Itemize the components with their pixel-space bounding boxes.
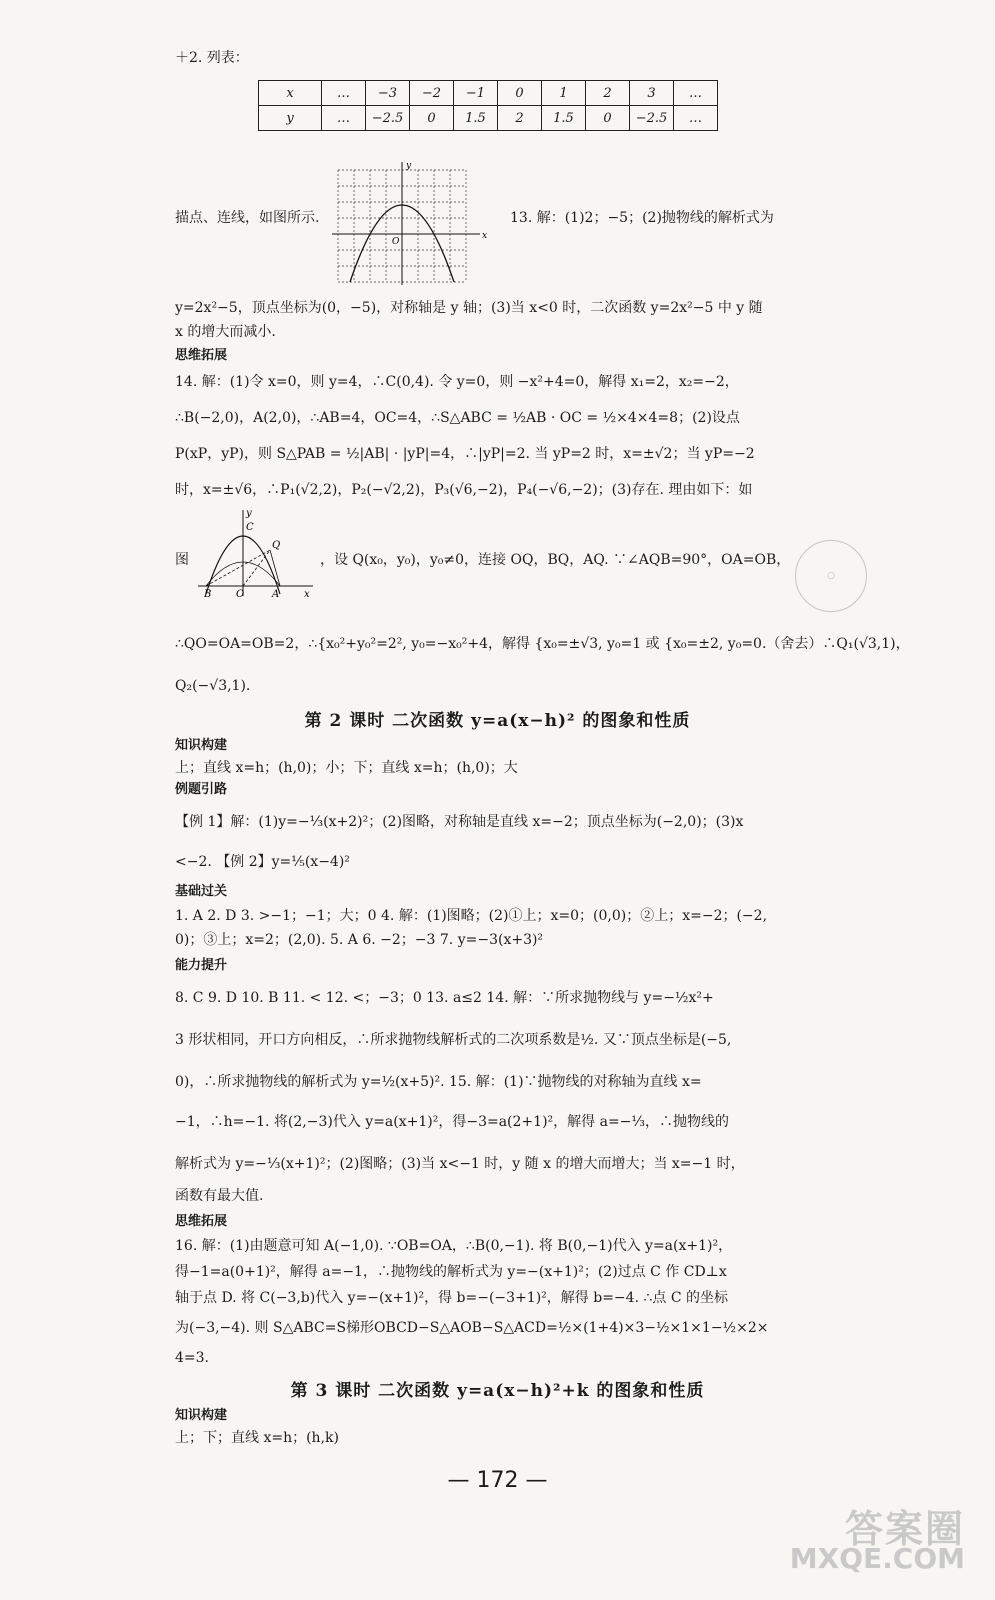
table-cell: … — [674, 81, 718, 106]
graph-x-label: x — [482, 231, 488, 241]
q14-text: 14. 解：(1)令 x=0，则 y=4，∴C(0,4). 令 y=0，则 −x²+4=0，解得 x₁=2，x₂=−2， — [175, 374, 739, 390]
section-heading: 知识构建 — [175, 1408, 228, 1423]
table-row — [259, 81, 718, 106]
fig-b-label: B — [204, 589, 212, 600]
q13-cont: x 的增大而减小. — [175, 324, 276, 340]
y-label: y — [259, 106, 322, 131]
table-cell: 2 — [586, 81, 630, 106]
q14-fig-ref: 图 — [175, 552, 189, 568]
section-heading: 例题引路 — [175, 782, 228, 797]
watermark-title: 答案圈 — [844, 1507, 965, 1551]
table-cell: −1 — [454, 81, 498, 106]
fig-x-label: x — [304, 589, 310, 600]
page-number: — 172 — — [447, 1468, 548, 1493]
watermark-url: MXQE.COM — [789, 1542, 965, 1575]
table-cell: −3 — [366, 81, 410, 106]
table-cell: … — [322, 81, 366, 106]
intro-text: ＋2. 列表： — [175, 50, 249, 66]
q14-text: P(xP，yP)，则 S△PAB = ½|AB| · |yP|=4，∴|yP|=2. 当 yP=2 时，x=±√2；当 yP=−2 — [175, 446, 755, 462]
table-cell: 0 — [498, 81, 542, 106]
table-cell: 1 — [542, 81, 586, 106]
table-cell: −2.5 — [630, 106, 674, 131]
graph-y-label: y — [406, 161, 412, 171]
q13-text: 13. 解：(1)2；−5；(2)抛物线的解析式为 — [510, 210, 774, 226]
table-cell: … — [322, 106, 366, 131]
table-cell: 0 — [410, 106, 454, 131]
section-heading: 基础过关 — [175, 884, 228, 899]
q14-text: ，设 Q(x₀，y₀)，y₀≠0，连接 OQ，BQ，AQ. ∵∠AQB=90°，OA=OB， — [320, 552, 791, 568]
fig-y-label: y — [246, 508, 252, 519]
lesson-3-title: 第 3 课时 二次函数 y=a(x−h)²+k 的图象和性质 — [290, 1381, 705, 1401]
graph-origin-label: O — [392, 237, 400, 247]
q16-text: 16. 解：(1)由题意可知 A(−1,0). ∵OB=OA，∴B(0,−1). 将 B(0,−1)代入 y=a(x+1)²， — [175, 1238, 733, 1254]
table-row — [259, 106, 718, 131]
example-text: <−2. 【例 2】y=⅕(x−4)² — [175, 854, 350, 870]
parabola-graph — [330, 160, 500, 285]
ability-answers: 8. C 9. D 10. B 11. < 12. <；−3；0 13. a≤2 14. 解：∵所求抛物线与 y=−½x²+ — [175, 990, 714, 1006]
table-cell: 0 — [586, 106, 630, 131]
section-heading: 能力提升 — [175, 958, 228, 973]
q14-text: 时，x=±√6，∴P₁(√2,2)，P₂(−√2,2)，P₃(√6,−2)，P₄(−√6,−2)；(3)存在. 理由如下：如 — [175, 482, 753, 498]
table-cell: −2 — [410, 81, 454, 106]
table-cell: −2.5 — [366, 106, 410, 131]
section-heading: 知识构建 — [175, 738, 228, 753]
faint-stamp: ○ — [795, 540, 867, 612]
table-cell: 2 — [498, 106, 542, 131]
fig-c-label: C — [246, 522, 254, 533]
knowledge-text: 上；下；直线 x=h；(h,k) — [175, 1430, 339, 1446]
fig-a-label: A — [272, 589, 280, 600]
section-heading: 思维拓展 — [175, 348, 228, 363]
fig-o-label: O — [236, 589, 245, 600]
basic-answers: 1. A 2. D 3. >−1；−1；大；0 4. 解：(1)图略；(2)①上；x=0；(0,0)；②上；x=−2；(−2, — [175, 908, 768, 924]
section-heading: 思维拓展 — [175, 1214, 228, 1229]
triangle-figure — [198, 508, 318, 598]
table-cell: 1.5 — [454, 106, 498, 131]
ability-answers: 解析式为 y=−⅓(x+1)²；(2)图略；(3)当 x<−1 时，y 随 x 的增大而增大；当 x=−1 时， — [175, 1156, 745, 1172]
q14-text: ∴QO=OA=OB=2，∴{x₀²+y₀²=2², y₀=−x₀²+4，解得 {x₀=±√3, y₀=1 或 {x₀=±2, y₀=0.（舍去）∴Q₁(√3,1)， — [175, 636, 910, 652]
q14-text: ∴B(−2,0)，A(2,0)，∴AB=4，OC=4，∴S△ABC = ½AB · OC = ½×4×4=8；(2)设点 — [175, 410, 740, 426]
watermark-logo — [789, 1507, 965, 1575]
basic-answers: 0)；③上；x=2；(2,0). 5. A 6. −2；−3 7. y=−3(x+3)² — [175, 932, 544, 948]
table-cell: 1.5 — [542, 106, 586, 131]
q16-text: 4=3. — [175, 1350, 209, 1366]
fig-q-label: Q — [272, 540, 281, 551]
ability-answers: 0)，∴所求抛物线的解析式为 y=½(x+5)². 15. 解：(1)∵抛物线的对称轴为直线 x= — [175, 1074, 702, 1090]
value-table — [258, 80, 718, 131]
q13-cont: y=2x²−5，顶点坐标为(0，−5)，对称轴是 y 轴；(3)当 x<0 时，二次函数 y=2x²−5 中 y 随 — [175, 300, 763, 316]
lesson-2-title: 第 2 课时 二次函数 y=a(x−h)² 的图象和性质 — [304, 711, 691, 731]
knowledge-text: 上；直线 x=h；(h,0)；小；下；直线 x=h；(h,0)；大 — [175, 760, 518, 776]
table-cell: 3 — [630, 81, 674, 106]
describe-text: 描点、连线，如图所示. — [175, 210, 320, 226]
q16-text: 为(−3,−4). 则 S△ABC=S梯形OBCD−S△AOB−S△ACD=½×(1+4)×3−½×1×1−½×2× — [175, 1320, 769, 1336]
x-label: x — [259, 81, 322, 106]
q16-text: 得−1=a(0+1)²，解得 a=−1，∴抛物线的解析式为 y=−(x+1)²；(2)过点 C 作 CD⊥x — [175, 1264, 727, 1280]
example-text: 【例 1】解：(1)y=−⅓(x+2)²；(2)图略，对称轴是直线 x=−2；顶点坐标为(−2,0)；(3)x — [175, 814, 744, 830]
table-cell: … — [674, 106, 718, 131]
ability-answers: 函数有最大值. — [175, 1188, 264, 1204]
q14-text: Q₂(−√3,1). — [175, 678, 251, 694]
q16-text: 轴于点 D. 将 C(−3,b)代入 y=−(x+1)²，得 b=−(−3+1)²，解得 b=−4. ∴点 C 的坐标 — [175, 1290, 728, 1306]
ability-answers: −1，∴h=−1. 将(2,−3)代入 y=a(x+1)²，得−3=a(2+1)²，解得 a=−⅓，∴抛物线的 — [175, 1114, 729, 1130]
ability-answers: 3 形状相同，开口方向相反，∴所求抛物线解析式的二次项系数是½. 又∵顶点坐标是(−5, — [175, 1032, 732, 1048]
